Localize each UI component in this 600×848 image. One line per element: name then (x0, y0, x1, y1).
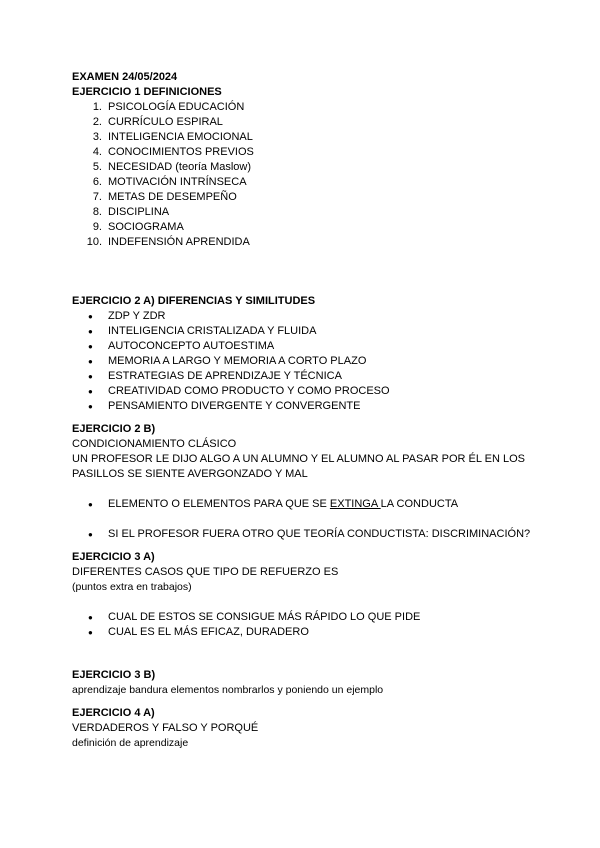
e4a-line2: definición de aprendizaje (72, 737, 189, 749)
underlined-word: EXTINGA (329, 498, 381, 510)
spacer (72, 595, 542, 610)
e2b-list (72, 497, 542, 512)
list-item (72, 190, 542, 205)
list-item: ● CREATIVIDAD COMO PRODUCTO Y COMO PROCESO (72, 384, 542, 399)
spacer (72, 250, 542, 294)
e3a-line2: (puntos extra en trabajos) (72, 581, 192, 593)
spacer (72, 640, 542, 668)
list-item (72, 175, 542, 190)
e1-list (72, 100, 542, 250)
e3a-line1: DIFERENTES CASOS QUE TIPO DE REFUERZO ES (72, 566, 339, 578)
list-number: 8. (92, 206, 102, 218)
e2a-heading: EJERCICIO 2 A) DIFERENCIAS Y SIMILITUDES (72, 295, 316, 307)
list-item: ● MEMORIA A LARGO Y MEMORIA A CORTO PLAZO (72, 354, 542, 369)
list-item (72, 220, 542, 235)
list-number: 3. (92, 131, 102, 143)
spacer (72, 482, 542, 497)
list-number: 4. (92, 146, 102, 158)
list-number: 7. (92, 191, 102, 203)
e2b-line2: UN PROFESOR LE DIJO ALGO A UN ALUMNO Y EL ALUMNO AL PASAR POR ÉL EN LOS PASILLOS SE SIENTE AVERGONZADO Y MAL (72, 453, 525, 480)
list-item (72, 100, 542, 115)
list-item (72, 160, 542, 175)
list-item: ● INTELIGENCIA CRISTALIZADA Y FLUIDA (72, 324, 542, 339)
list-text: INTELIGENCIA EMOCIONAL (108, 131, 253, 143)
list-item (72, 130, 542, 145)
list-item (72, 205, 542, 220)
list-item: ● ZDP Y ZDR (72, 309, 542, 324)
e4a-line1: VERDADEROS Y FALSO Y PORQUÉ (72, 722, 259, 734)
e1-heading: EJERCICIO 1 DEFINICIONES (72, 86, 222, 98)
bullet-text: ELEMENTO O ELEMENTOS PARA QUE SE (108, 498, 330, 510)
list-item: ● AUTOCONCEPTO AUTOESTIMA (72, 339, 542, 354)
list-text: NECESIDAD (teoría Maslow) (108, 161, 252, 173)
e2b-list-2 (72, 527, 542, 542)
list-text: MOTIVACIÓN INTRÍNSECA (108, 176, 247, 188)
list-item (72, 115, 542, 130)
list-item: ● CUAL DE ESTOS SE CONSIGUE MÁS RÁPIDO LO QUE PIDE (72, 610, 542, 625)
list-number: 1. (92, 101, 102, 113)
list-item (72, 497, 542, 512)
spacer (72, 414, 542, 422)
e3b-heading: EJERCICIO 3 B) (72, 669, 156, 681)
list-item: ● CUAL ES EL MÁS EFICAZ, DURADERO (72, 625, 542, 640)
list-number: 9. (92, 221, 102, 233)
spacer (72, 698, 542, 706)
e4a-heading: EJERCICIO 4 A) (72, 707, 155, 719)
list-number: 2. (92, 116, 102, 128)
document-page (72, 70, 542, 751)
list-text: PSICOLOGÍA EDUCACIÓN (108, 101, 245, 113)
e2a-list (72, 309, 542, 414)
e3b-line1: aprendizaje bandura elementos nombrarlos y poniendo un ejemplo (72, 684, 384, 696)
bullet-text: LA CONDUCTA (380, 498, 459, 510)
e3a-list (72, 610, 542, 640)
list-text: INDEFENSIÓN APRENDIDA (108, 236, 250, 248)
spacer (72, 512, 542, 527)
list-item: ● PENSAMIENTO DIVERGENTE Y CONVERGENTE (72, 399, 542, 414)
list-text: CONOCIMIENTOS PREVIOS (108, 146, 254, 158)
exam-title: EXAMEN 24/05/2024 (72, 71, 178, 83)
e3a-heading: EJERCICIO 3 A) (72, 551, 155, 563)
list-item: ● ESTRATEGIAS DE APRENDIZAJE Y TÉCNICA (72, 369, 542, 384)
list-number: 10. (86, 236, 102, 248)
list-item (72, 145, 542, 160)
list-text: DISCIPLINA (108, 206, 170, 218)
e2b-line1: CONDICIONAMIENTO CLÁSICO (72, 438, 237, 450)
list-text: METAS DE DESEMPEÑO (108, 191, 237, 203)
spacer (72, 542, 542, 550)
list-text: SOCIOGRAMA (108, 221, 184, 233)
list-item: ● SI EL PROFESOR FUERA OTRO QUE TEORÍA CONDUCTISTA: DISCRIMINACIÓN? (72, 527, 542, 542)
list-number: 6. (92, 176, 102, 188)
e2b-heading: EJERCICIO 2 B) (72, 423, 156, 435)
list-number: 5. (92, 161, 102, 173)
list-text: CURRÍCULO ESPIRAL (108, 116, 223, 128)
list-item (72, 235, 542, 250)
